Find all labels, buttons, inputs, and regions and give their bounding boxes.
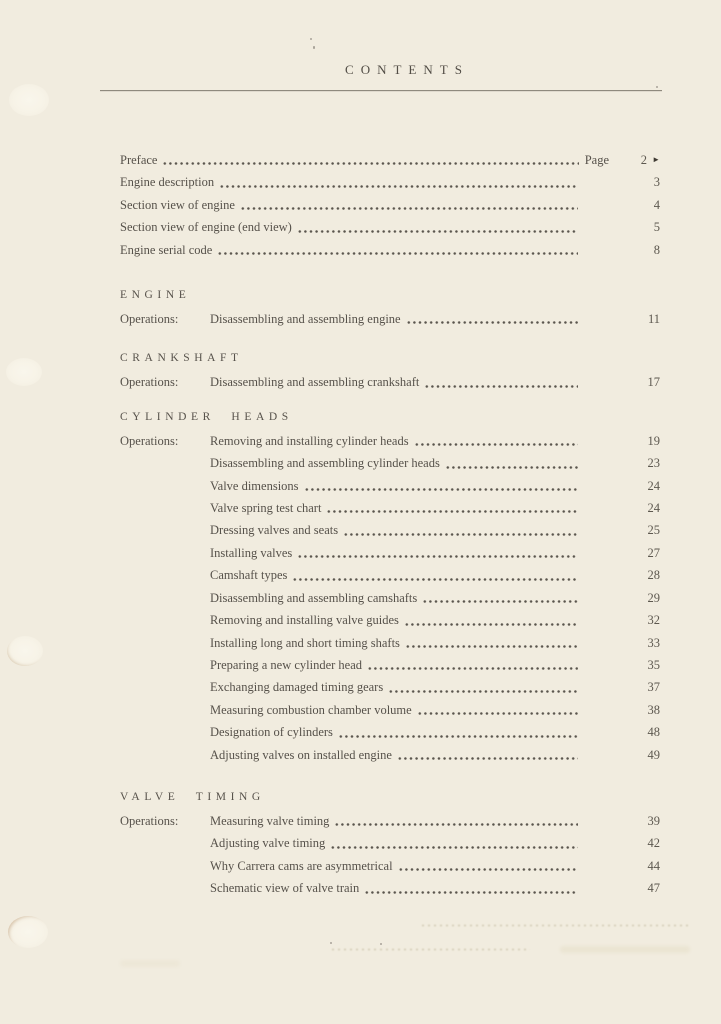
row-label: Preparing a new cylinder head	[210, 657, 363, 672]
row-label: Engine serial code	[120, 242, 213, 257]
pointer-marker: ►	[652, 155, 660, 164]
row-label: Measuring valve timing	[210, 813, 330, 828]
row-label: Installing long and short timing shafts	[210, 635, 400, 650]
page-number: 24	[647, 501, 660, 516]
toc-row	[120, 371, 660, 393]
page-number: 8	[653, 242, 660, 257]
row-label: Disassembling and assembling camshafts	[210, 590, 418, 605]
page-number: 3	[653, 175, 660, 190]
dot-leader	[397, 744, 578, 766]
dot-leader	[162, 149, 578, 171]
row-label: Camshaft types	[210, 568, 288, 583]
toc-row	[120, 430, 660, 452]
row-label: Removing and installing valve guides	[210, 613, 399, 628]
section-heading: CRANKSHAFT	[120, 352, 243, 365]
page-number: 24	[647, 478, 660, 493]
toc-row	[120, 497, 660, 519]
page-number: 2	[640, 153, 647, 167]
page-number: 49	[647, 747, 660, 762]
row-label: Section view of engine	[120, 197, 235, 212]
row-label: Disassembling and assembling engine	[210, 312, 401, 327]
row-label: Why Carrera cams are asymmetrical	[210, 858, 393, 873]
toc-row	[120, 171, 660, 193]
toc-section-engine	[120, 289, 660, 330]
row-label: Schematic view of valve train	[210, 881, 360, 896]
toc-section-crankshaft	[120, 352, 660, 393]
page-number: 17	[647, 375, 660, 390]
dot-leader	[367, 654, 578, 676]
dot-leader	[297, 216, 578, 238]
row-label: Section view of engine (end view)	[120, 220, 292, 235]
show-through-ghost	[120, 960, 180, 967]
toc-row	[120, 832, 660, 854]
toc-row	[120, 519, 660, 541]
page-number: 48	[647, 725, 660, 740]
dot-leader	[414, 430, 578, 452]
page-number: 23	[647, 456, 660, 471]
dot-leader	[240, 194, 578, 216]
dot-leader	[417, 699, 578, 721]
toc-row	[120, 149, 660, 171]
toc-row	[120, 452, 660, 474]
dot-leader	[405, 632, 578, 654]
toc-row	[120, 744, 660, 766]
dot-leader	[422, 587, 578, 609]
page-number: 25	[647, 523, 660, 538]
toc-row	[120, 654, 660, 676]
paper-speck	[656, 86, 658, 88]
toc-row	[120, 194, 660, 216]
show-through-ghost	[560, 946, 690, 953]
paper-spot	[7, 636, 43, 666]
dot-leader	[292, 564, 578, 586]
page-number: 39	[647, 813, 660, 828]
paper-speck	[310, 38, 312, 40]
operations-label: Operations:	[120, 312, 179, 327]
toc-row	[120, 877, 660, 899]
toc-row	[120, 721, 660, 743]
paper-speck	[380, 943, 382, 945]
toc-row	[120, 475, 660, 497]
toc-row	[120, 564, 660, 586]
operations-label: Operations:	[120, 433, 179, 448]
toc-row	[120, 308, 660, 330]
operations-label: Operations:	[120, 813, 179, 828]
row-label: Valve spring test chart	[210, 501, 322, 516]
table-of-contents	[0, 149, 721, 900]
page-number: 27	[647, 545, 660, 560]
toc-row	[120, 239, 660, 261]
row-label: Measuring combustion chamber volume	[210, 702, 412, 717]
toc-row	[120, 855, 660, 877]
dot-leader	[406, 308, 578, 330]
dot-leader	[338, 721, 578, 743]
dot-leader	[330, 832, 578, 854]
operations-label: Operations:	[120, 375, 179, 390]
show-through-ghost	[330, 948, 530, 951]
row-label: Valve dimensions	[210, 478, 299, 493]
paper-speck	[330, 942, 332, 944]
dot-leader	[445, 452, 578, 474]
section-heading: CYLINDER HEADS	[120, 410, 293, 423]
paper-spot	[8, 916, 48, 948]
dot-leader	[304, 475, 578, 497]
page-title: CONTENTS	[345, 62, 469, 77]
show-through-ghost	[420, 924, 690, 927]
paper-spot	[6, 358, 42, 386]
row-label: Preface	[120, 153, 158, 167]
dot-leader	[297, 542, 578, 564]
page-number: 42	[647, 836, 660, 851]
toc-section-cylinder-heads	[120, 411, 660, 766]
toc-row	[120, 216, 660, 238]
row-label: Engine description	[120, 175, 215, 190]
page-word: Page	[584, 153, 609, 167]
toc-row	[120, 676, 660, 698]
page-number: 35	[647, 657, 660, 672]
dot-leader	[424, 371, 578, 393]
row-label: Disassembling and assembling crankshaft	[210, 375, 420, 390]
page-number: 5	[653, 220, 660, 235]
toc-row	[120, 810, 660, 832]
toc-section-valve-timing	[120, 791, 660, 900]
toc-row	[120, 632, 660, 654]
page-number: 32	[647, 613, 660, 628]
paper-spot	[9, 84, 49, 116]
toc-row	[120, 587, 660, 609]
dot-leader	[343, 519, 578, 541]
dot-leader	[404, 609, 578, 631]
dot-leader	[398, 855, 578, 877]
dot-leader	[364, 877, 578, 899]
dot-leader	[217, 239, 578, 261]
page-number: 47	[647, 881, 660, 896]
toc-row	[120, 542, 660, 564]
page-number: 37	[647, 680, 660, 695]
toc-row	[120, 609, 660, 631]
page-number: 33	[647, 635, 660, 650]
dot-leader	[388, 676, 578, 698]
page-number: 11	[647, 312, 660, 327]
row-label: Installing valves	[210, 545, 293, 560]
section-heading: VALVE TIMING	[120, 790, 265, 803]
section-heading: ENGINE	[120, 289, 191, 302]
row-label: Exchanging damaged timing gears	[210, 680, 384, 695]
page-number: 4	[653, 197, 660, 212]
page-number: 38	[647, 702, 660, 717]
row-label: Adjusting valves on installed engine	[210, 747, 392, 762]
toc-row	[120, 699, 660, 721]
page-number: 29	[647, 590, 660, 605]
row-label: Disassembling and assembling cylinder heads	[210, 456, 440, 471]
dot-leader	[334, 810, 578, 832]
page-number: 19	[647, 433, 660, 448]
row-label: Removing and installing cylinder heads	[210, 433, 409, 448]
dot-leader	[219, 171, 578, 193]
row-label: Adjusting valve timing	[210, 836, 326, 851]
row-label: Dressing valves and seats	[210, 523, 339, 538]
paper-speck	[313, 46, 315, 49]
title-rule	[100, 90, 662, 91]
page-number: 44	[647, 858, 660, 873]
page-number: 28	[647, 568, 660, 583]
dot-leader	[326, 497, 578, 519]
row-label: Designation of cylinders	[210, 725, 333, 740]
